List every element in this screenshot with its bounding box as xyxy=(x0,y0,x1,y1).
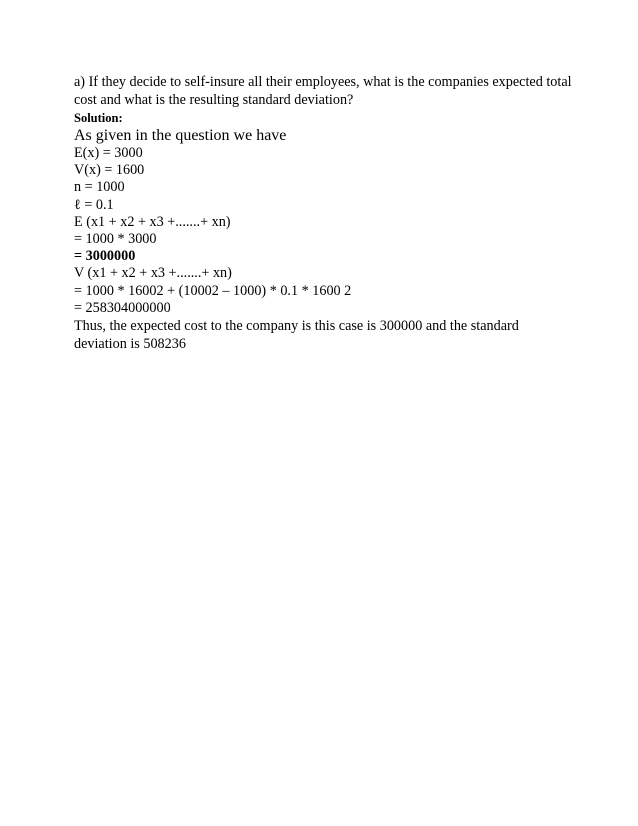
expected-sum-line: E (x1 + x2 + x3 +.......+ xn) xyxy=(74,213,231,230)
expected-value-line: E(x) = 3000 xyxy=(74,145,143,161)
solution-intro: As given in the question we have xyxy=(74,127,287,144)
rho-line: ℓ = 0.1 xyxy=(74,196,114,213)
question-text: a) If they decide to self-insure all their employees, what is the companies expected total cost and what is the resulting standard deviation? xyxy=(74,74,572,108)
document-content xyxy=(74,73,574,353)
expected-sum-result-line: = 3000000 xyxy=(74,248,136,265)
variance-sum-line: V (x1 + x2 + x3 +.......+ xn) xyxy=(74,265,232,282)
variance-sum-result-line: = 258304000000 xyxy=(74,299,171,316)
sample-size-line: n = 1000 xyxy=(74,179,125,196)
variance-sum-calc-line: = 1000 * 16002 + (10002 – 1000) * 0.1 * 1600 2 xyxy=(74,282,352,299)
solution-label: Solution: xyxy=(74,111,123,125)
variance-line: V(x) = 1600 xyxy=(74,162,145,179)
expected-sum-calc-line: = 1000 * 3000 xyxy=(74,231,157,248)
conclusion-text: Thus, the expected cost to the company is this case is 300000 and the standard deviation is 508236 xyxy=(74,318,519,353)
